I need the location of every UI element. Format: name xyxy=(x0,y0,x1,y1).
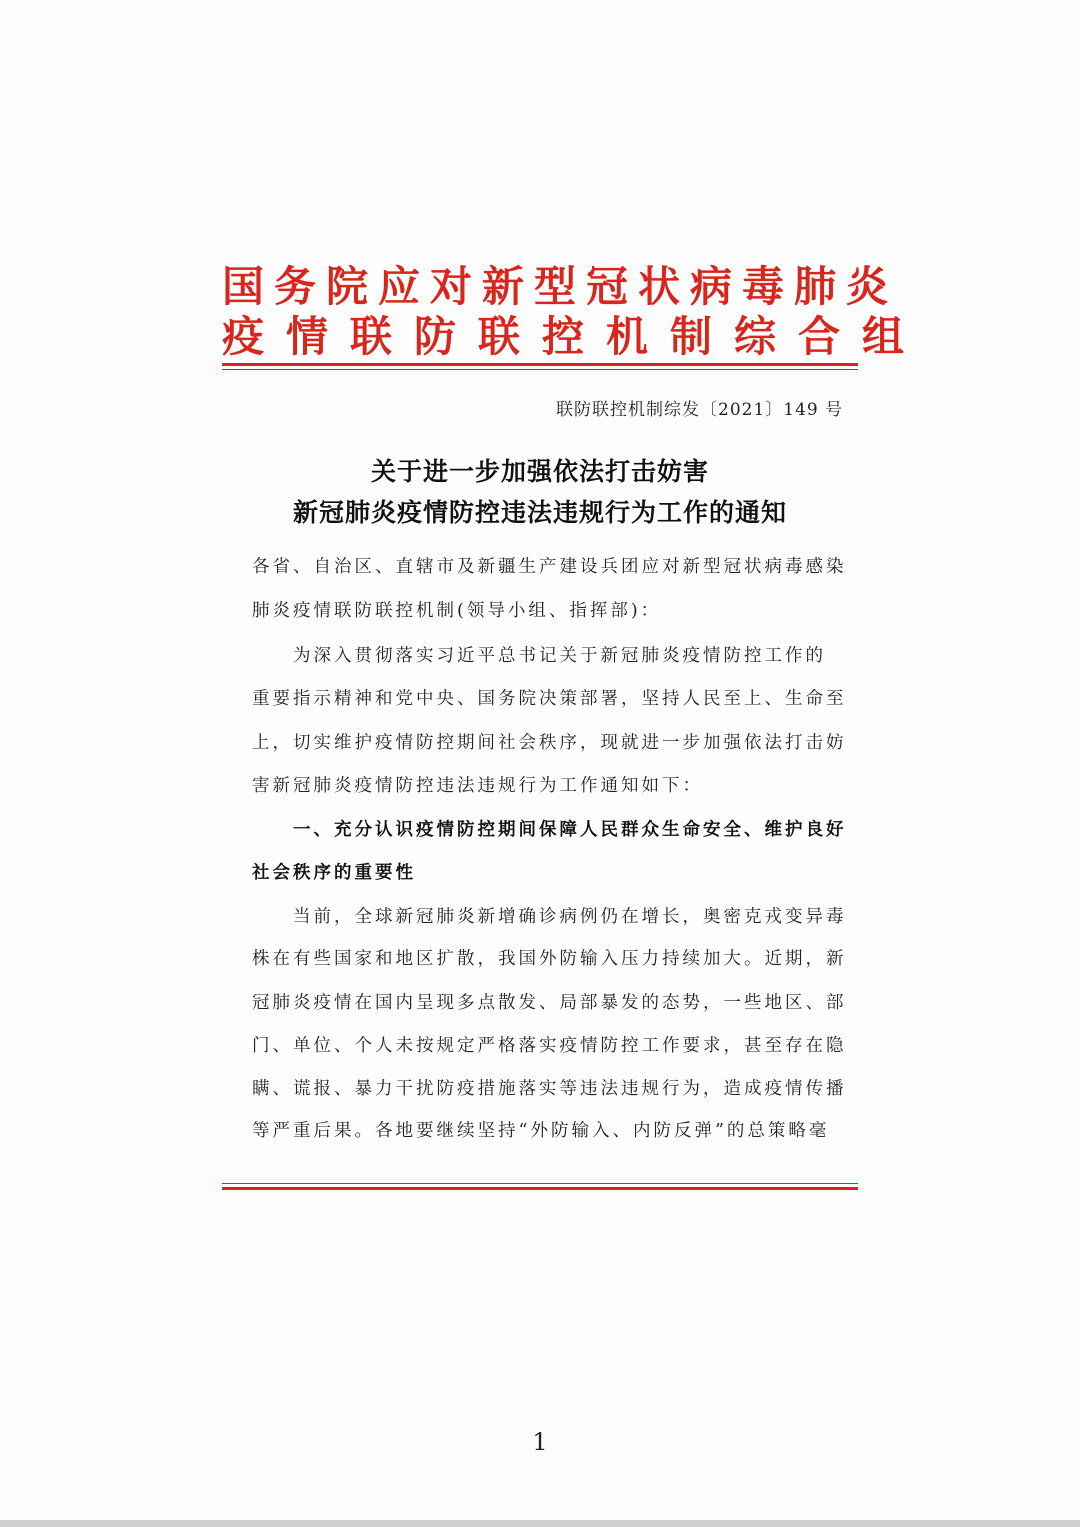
section-heading-line-2: 社会秩序的重要性 xyxy=(252,863,416,883)
header-line-2: 疫情联防联控机制综合组 xyxy=(222,312,927,361)
header-line-1: 国务院应对新型冠状病毒肺炎 xyxy=(222,262,899,311)
body-line-9: 当前，全球新冠肺炎新增确诊病例仍在增长，奥密克戎变异毒 xyxy=(252,907,847,927)
title-line-2: 新冠肺炎疫情防控违法违规行为工作的通知 xyxy=(292,498,787,527)
body-line-12: 门、单位、个人未按规定严格落实疫情防控工作要求，甚至存在隐 xyxy=(252,1036,847,1056)
scan-bottom-edge xyxy=(0,1520,1080,1527)
header-red-rule-thin xyxy=(222,369,858,370)
issuing-authority-header xyxy=(222,262,927,362)
section-heading-line-1: 一、充分认识疫情防控期间保障人民群众生命安全、维护良好 xyxy=(252,820,847,840)
page-number: 1 xyxy=(532,1428,548,1456)
body-line-13: 瞒、谎报、暴力干扰防疫措施落实等违法违规行为，造成疫情传播 xyxy=(252,1079,847,1099)
body-line-4: 重要指示精神和党中央、国务院决策部署，坚持人民至上、生命至 xyxy=(252,689,847,709)
body-line-10: 株在有些国家和地区扩散，我国外防输入压力持续加大。近期，新 xyxy=(252,949,847,969)
header-red-rule xyxy=(222,363,858,366)
footer-red-rule-thin xyxy=(222,1183,858,1184)
body-line-5: 上，切实维护疫情防控期间社会秩序，现就进一步加强依法打击妨 xyxy=(252,733,847,753)
body-line-6: 害新冠肺炎疫情防控违法违规行为工作通知如下： xyxy=(252,776,703,796)
body-line-3: 为深入贯彻落实习近平总书记关于新冠肺炎疫情防控工作的 xyxy=(252,646,826,666)
body-line-2: 肺炎疫情联防联控机制(领导小组、指挥部)： xyxy=(252,601,662,621)
footer-red-rule xyxy=(222,1187,858,1190)
body-line-11: 冠肺炎疫情在国内呈现多点散发、局部暴发的态势，一些地区、部 xyxy=(252,993,847,1013)
document-number: 联防联控机制综发〔2021〕149 号 xyxy=(556,400,844,420)
body-line-1: 各省、自治区、直辖市及新疆生产建设兵团应对新型冠状病毒感染 xyxy=(252,557,847,577)
body-line-14: 等严重后果。各地要继续坚持“外防输入、内防反弹”的总策略毫 xyxy=(252,1121,830,1141)
title-line-1: 关于进一步加强依法打击妨害 xyxy=(370,457,709,486)
